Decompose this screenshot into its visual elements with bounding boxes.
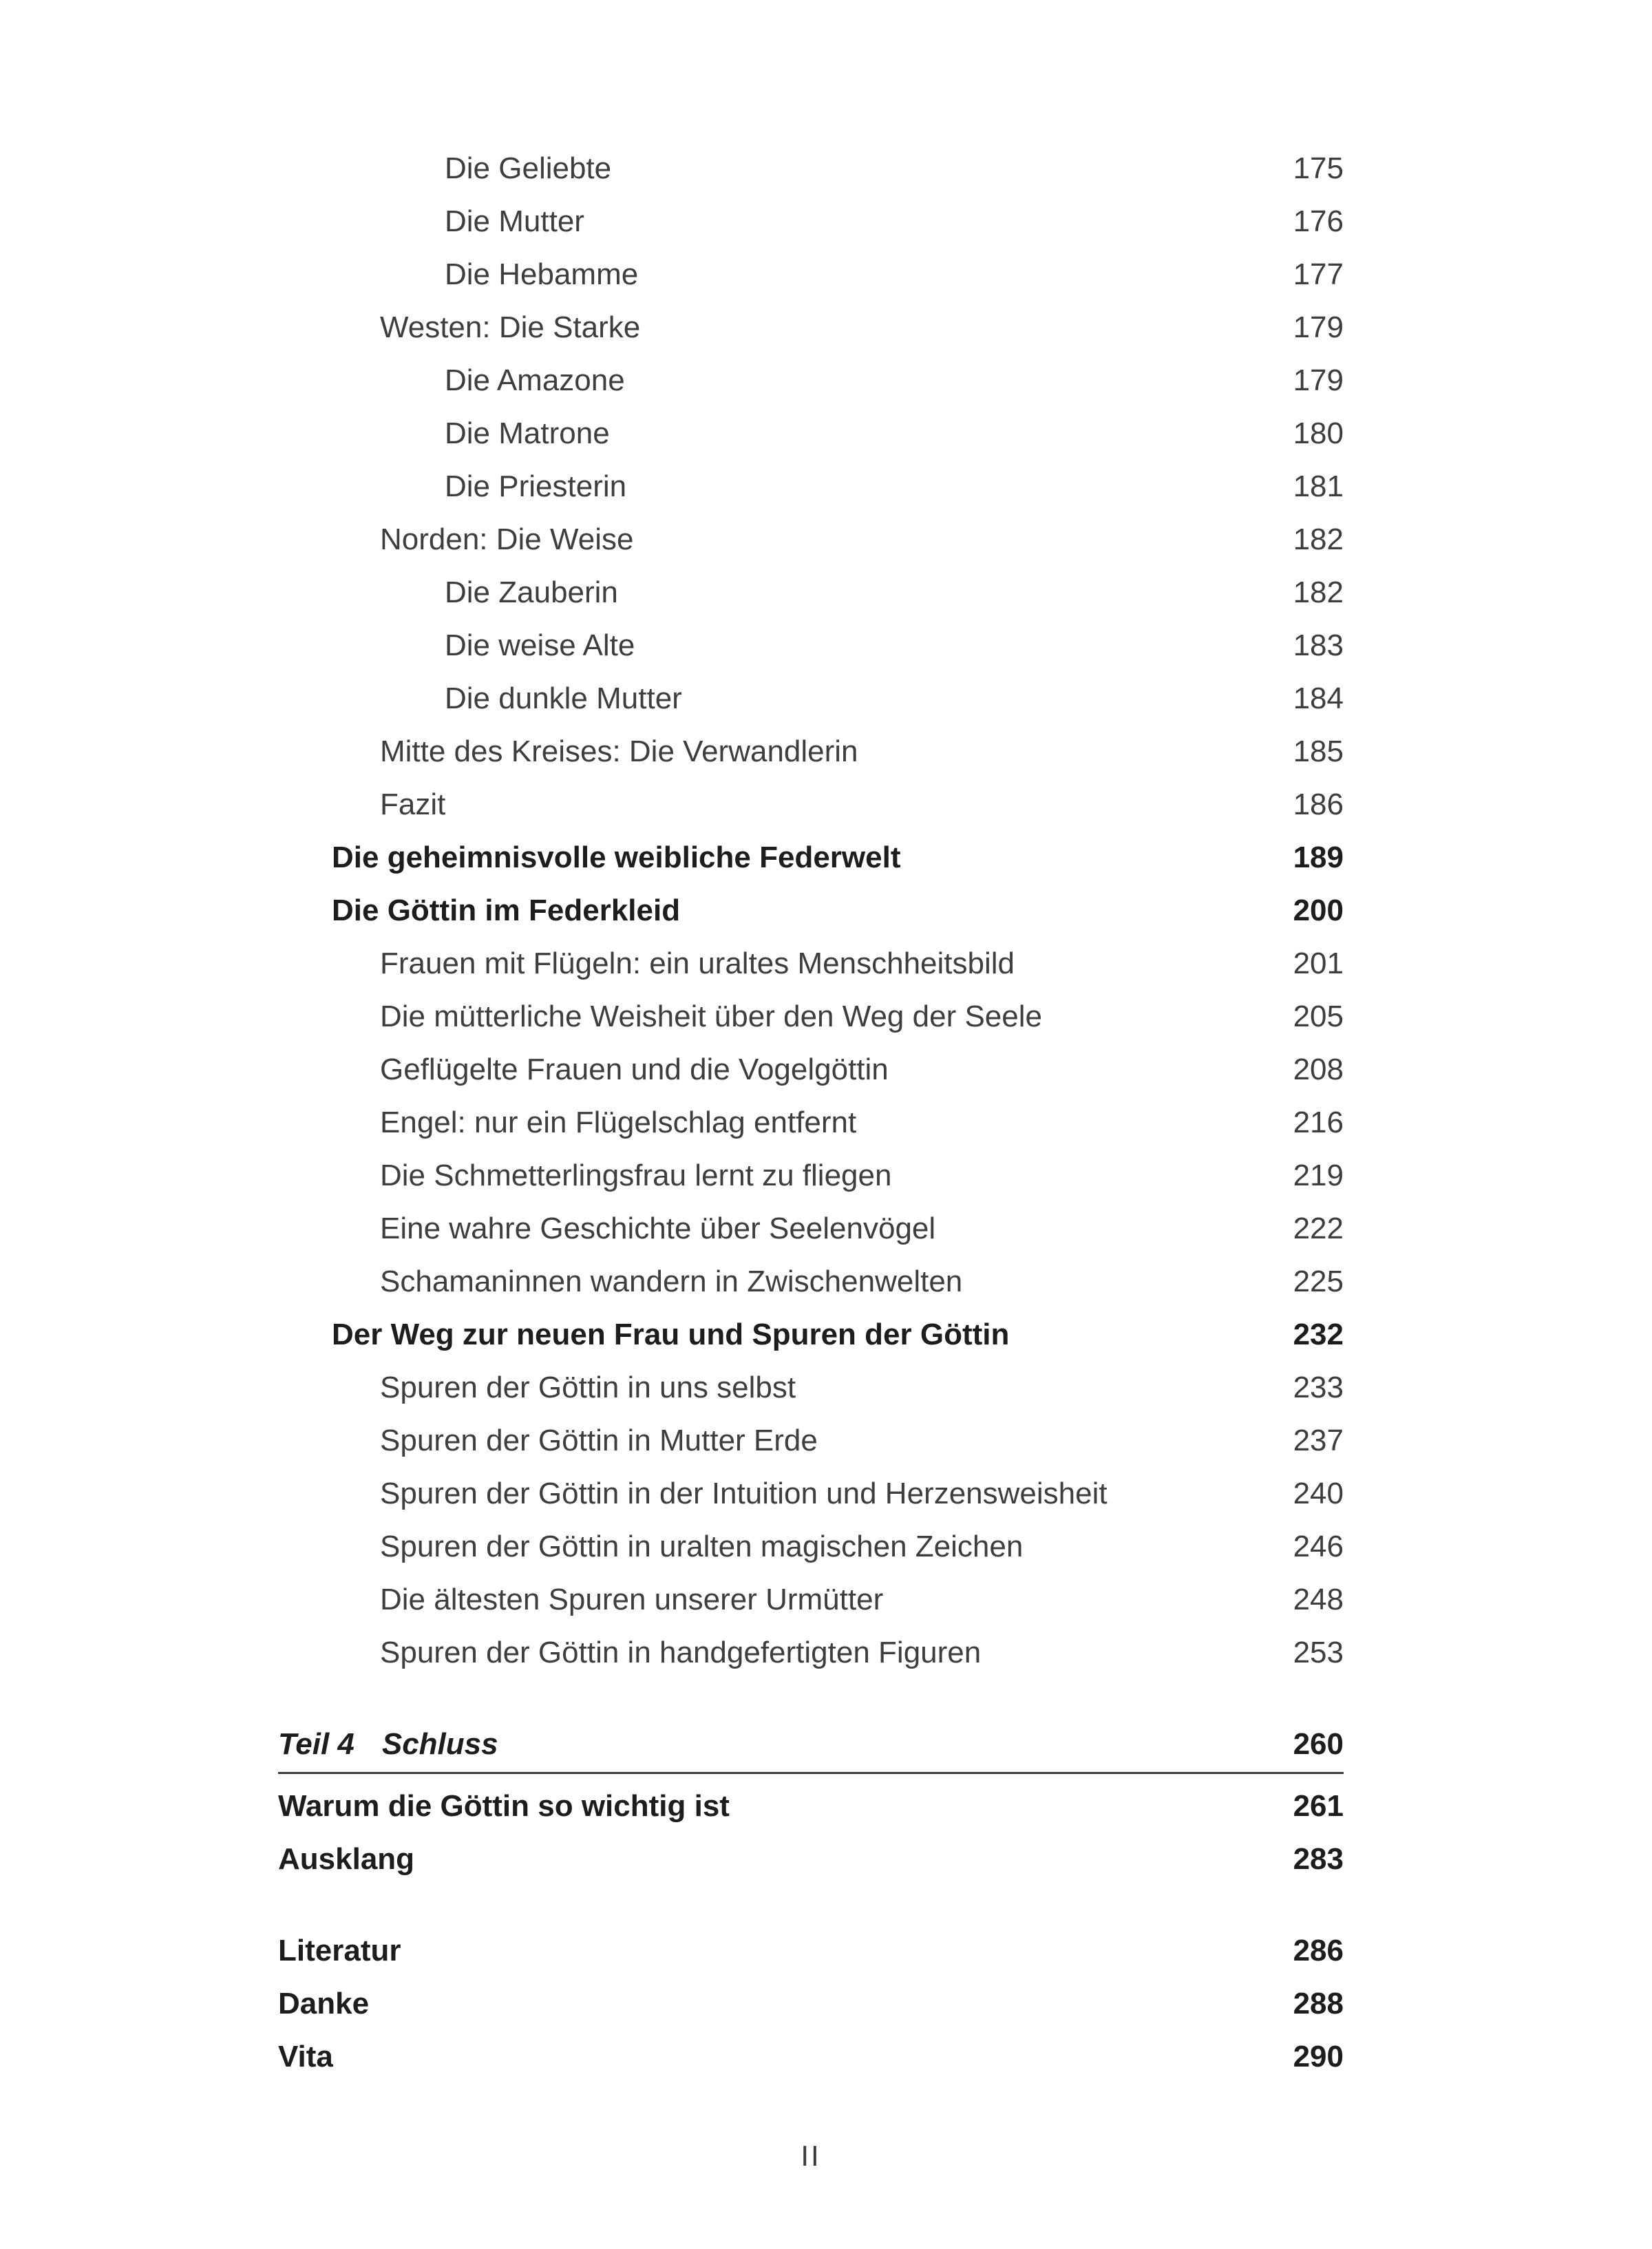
toc-entry-page-number: 201: [1293, 947, 1344, 980]
toc-entry-label: Der Weg zur neuen Frau und Spuren der Göttin: [332, 1318, 1010, 1351]
toc-entry-sublabel: Schluss: [381, 1727, 498, 1761]
toc-entry-label: Die Hebamme: [445, 257, 639, 291]
toc-entry: [278, 248, 1344, 301]
toc-entry-page-number: 222: [1293, 1212, 1344, 1245]
toc-entry-label: Spuren der Göttin in Mutter Erde: [380, 1424, 818, 1457]
toc-entry-label: Die Geliebte: [445, 151, 612, 185]
toc-entry: [278, 195, 1344, 248]
toc-entry: [278, 1202, 1344, 1255]
toc-entry: [278, 301, 1344, 354]
toc-entry-label: Die weise Alte: [445, 629, 635, 662]
toc-entry-page-number: 186: [1293, 788, 1344, 821]
toc-entry-page-number: 283: [1293, 1842, 1344, 1876]
toc-entry-page-number: 260: [1293, 1727, 1344, 1761]
toc-entry-page-number: 176: [1293, 204, 1344, 238]
toc-entry: [278, 1924, 1344, 1977]
toc-entry: [278, 1096, 1344, 1149]
toc-entry-label: Spuren der Göttin in der Intuition und Herzensweisheit: [380, 1477, 1108, 1510]
toc-entry-label: Danke: [278, 1987, 370, 2020]
toc-entry: [278, 1308, 1344, 1361]
toc-entry-label: Die Mutter: [445, 204, 584, 238]
toc-entry-page-number: 248: [1293, 1583, 1344, 1616]
toc-entry-page-number: 288: [1293, 1987, 1344, 2020]
toc-entry-label: Vita: [278, 2040, 333, 2073]
toc-entry-page-number: 179: [1293, 363, 1344, 397]
toc-entry-page-number: 189: [1293, 841, 1344, 874]
toc-entry: [278, 884, 1344, 937]
toc-entry-label: Geflügelte Frauen und die Vogelgöttin: [380, 1053, 889, 1086]
section-divider-rule: [278, 1772, 1344, 1774]
toc-entry: [278, 460, 1344, 513]
toc-entry-page-number: 181: [1293, 469, 1344, 503]
toc-entry: [278, 1520, 1344, 1573]
toc-entry: [278, 937, 1344, 990]
toc-entry: [278, 990, 1344, 1043]
toc-entry-label: Frauen mit Flügeln: ein uraltes Menschheitsbild: [380, 947, 1015, 980]
toc-entry-page-number: 261: [1293, 1789, 1344, 1823]
toc-entry: [278, 513, 1344, 566]
page-footer: [278, 2140, 1344, 2173]
toc-entry: [278, 725, 1344, 778]
toc-entry-label: Die Amazone: [445, 363, 625, 397]
toc-entry-page-number: 216: [1293, 1106, 1344, 1139]
toc-entry: [278, 1718, 1344, 1771]
toc-entry-label: Die ältesten Spuren unserer Urmütter: [380, 1583, 884, 1616]
toc-entry-label: Spuren der Göttin in handgefertigten Figuren: [380, 1636, 982, 1669]
toc-entry: [278, 1573, 1344, 1626]
toc-entry-page-number: 246: [1293, 1530, 1344, 1563]
toc-entry: [278, 1467, 1344, 1520]
toc-entry-label: Engel: nur ein Flügelschlag entfernt: [380, 1106, 857, 1139]
toc-entry-page-number: 177: [1293, 257, 1344, 291]
toc-entry-page-number: 180: [1293, 416, 1344, 450]
toc-entry-page-number: 205: [1293, 1000, 1344, 1033]
toc-entry-page-number: 253: [1293, 1636, 1344, 1669]
toc-entry-page-number: 286: [1293, 1934, 1344, 1967]
toc-entry: [278, 2030, 1344, 2083]
toc-entry-label: Die geheimnisvolle weibliche Federwelt: [332, 841, 901, 874]
toc-entry-page-number: 185: [1293, 735, 1344, 768]
toc-entry: [278, 354, 1344, 407]
toc-entry-page-number: 225: [1293, 1265, 1344, 1298]
toc-entry: [278, 1977, 1344, 2030]
toc-entry: [278, 1414, 1344, 1467]
toc-entry-label: Mitte des Kreises: Die Verwandlerin: [380, 735, 858, 768]
toc-entry-label: Schamaninnen wandern in Zwischenwelten: [380, 1265, 963, 1298]
folio-page-number: II: [801, 2140, 821, 2172]
toc-entry: [278, 831, 1344, 884]
toc-entry: [278, 1626, 1344, 1679]
toc-entry-label: Spuren der Göttin in uns selbst: [380, 1371, 796, 1404]
toc-entry: [278, 1043, 1344, 1096]
toc-entry-page-number: 240: [1293, 1477, 1344, 1510]
toc-entry-page-number: 232: [1293, 1318, 1344, 1351]
toc-entry: [278, 566, 1344, 619]
toc-entry-page-number: 184: [1293, 682, 1344, 715]
toc-entry-label: Spuren der Göttin in uralten magischen Zeichen: [380, 1530, 1024, 1563]
toc-entry-label: Fazit: [380, 788, 446, 821]
toc-entry: [278, 778, 1344, 831]
toc-entry-label: Die Göttin im Federkleid: [332, 894, 681, 927]
table-of-contents: [278, 142, 1344, 2083]
toc-entry-label: Die Schmetterlingsfrau lernt zu fliegen: [380, 1159, 892, 1192]
toc-entry-label: Ausklang: [278, 1842, 415, 1876]
toc-entry-page-number: 182: [1293, 576, 1344, 609]
toc-entry-label: Warum die Göttin so wichtig ist: [278, 1789, 730, 1823]
toc-entry-label: Die Matrone: [445, 416, 610, 450]
toc-entry-page-number: 175: [1293, 151, 1344, 185]
toc-entry-page-number: 290: [1293, 2040, 1344, 2073]
toc-entry-label: Die mütterliche Weisheit über den Weg der Seele: [380, 1000, 1042, 1033]
toc-entry: [278, 142, 1344, 195]
toc-entry-label: Teil 4 Schluss: [278, 1727, 498, 1761]
toc-entry-page-number: 237: [1293, 1424, 1344, 1457]
toc-entry: [278, 1833, 1344, 1886]
toc-entry-label: Die Zauberin: [445, 576, 618, 609]
toc-entry-label: Literatur: [278, 1934, 401, 1967]
toc-entry: [278, 672, 1344, 725]
toc-entry-label: Die Priesterin: [445, 469, 627, 503]
toc-entry-page-number: 200: [1293, 894, 1344, 927]
toc-entry-label: Eine wahre Geschichte über Seelenvögel: [380, 1212, 936, 1245]
toc-entry-page-number: 233: [1293, 1371, 1344, 1404]
toc-entry: [278, 1149, 1344, 1202]
toc-entry: [278, 1361, 1344, 1414]
toc-entry-label: Die dunkle Mutter: [445, 682, 682, 715]
toc-entry-label: Norden: Die Weise: [380, 522, 634, 556]
toc-entry: [278, 407, 1344, 460]
toc-entry-page-number: 208: [1293, 1053, 1344, 1086]
toc-entry: [278, 1255, 1344, 1308]
toc-entry-page-number: 179: [1293, 310, 1344, 344]
toc-entry: [278, 1780, 1344, 1833]
toc-entry: [278, 619, 1344, 672]
toc-entry-page-number: 219: [1293, 1159, 1344, 1192]
toc-entry-label: Westen: Die Starke: [380, 310, 641, 344]
toc-entry-page-number: 182: [1293, 522, 1344, 556]
toc-entry-page-number: 183: [1293, 629, 1344, 662]
